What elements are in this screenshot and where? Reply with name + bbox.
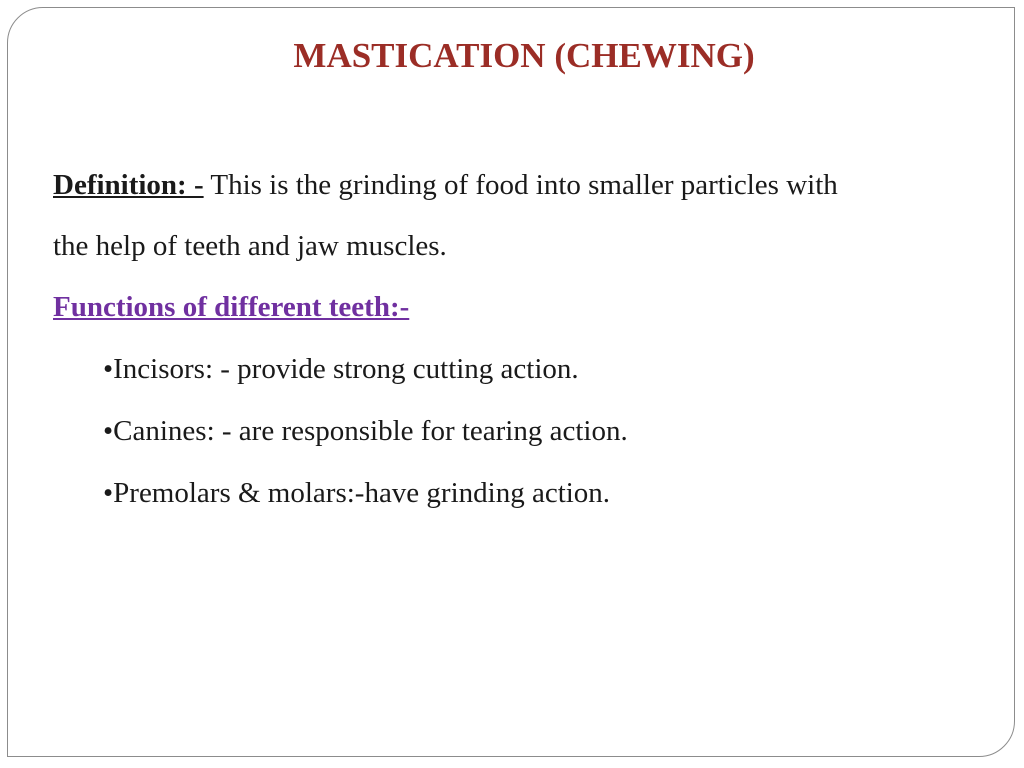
slide-title: MASTICATION (CHEWING) (293, 36, 755, 75)
bullet-premolars-molars: •Premolars & molars:-have grinding action. (103, 477, 611, 509)
definition-label: Definition: - (53, 169, 204, 201)
definition-text-1: This is the grinding of food into smaller particles with (203, 169, 838, 201)
definition-line-2: the help of teeth and jaw muscles. (53, 230, 447, 262)
teeth-functions-list (103, 355, 628, 541)
definition-line-1 (53, 171, 838, 200)
functions-heading: Functions of different teeth:- (53, 291, 410, 323)
bullet-incisors: •Incisors: - provide strong cutting action. (103, 353, 579, 385)
bullet-canines: •Canines: - are responsible for tearing action. (103, 415, 628, 447)
